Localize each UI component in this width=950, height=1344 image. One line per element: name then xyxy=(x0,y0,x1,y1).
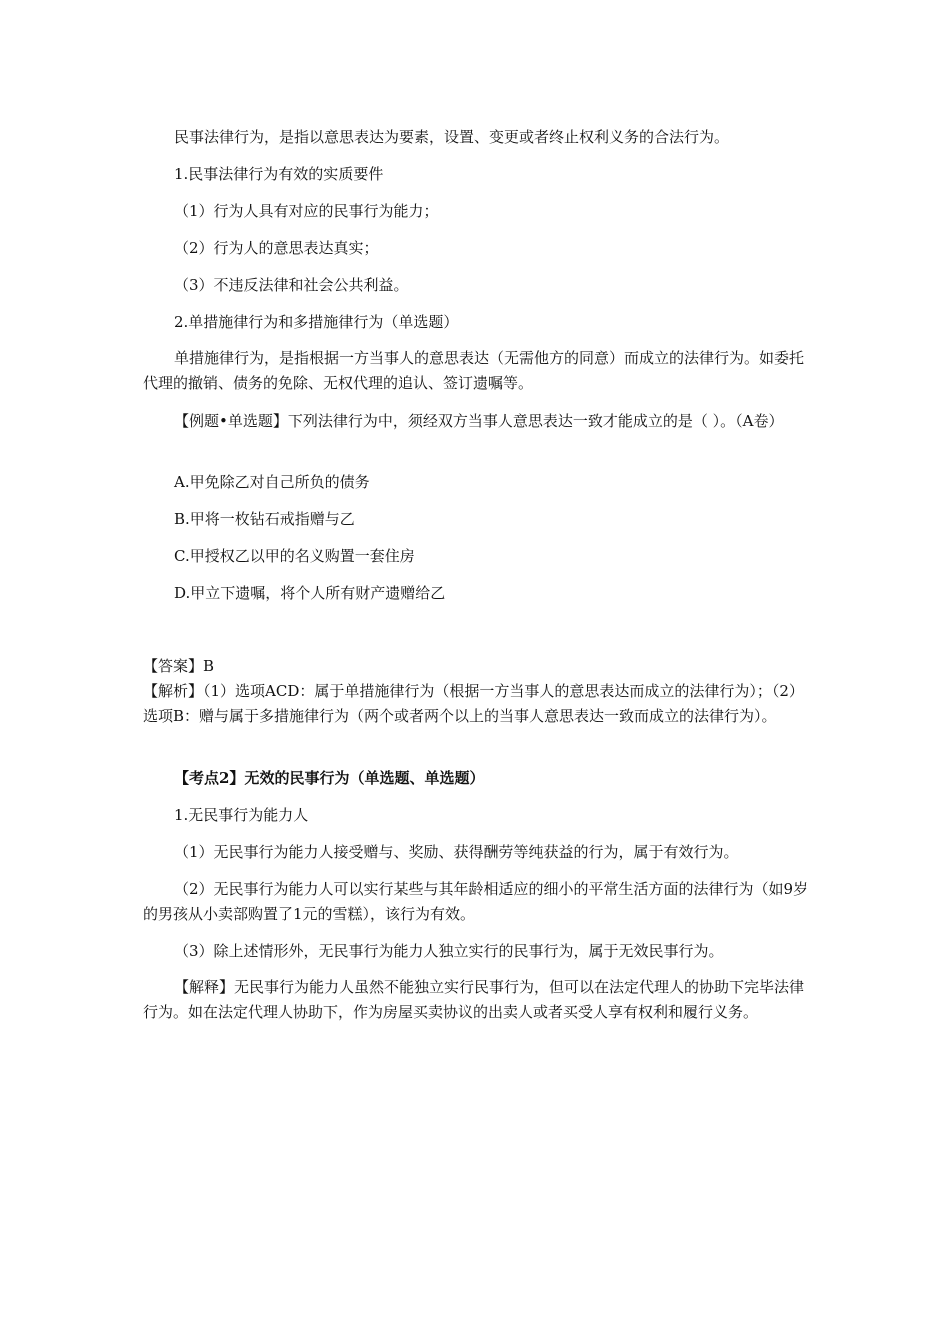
section-1-item-2: （2）行为人的意思表达真实； xyxy=(174,239,379,257)
section-1-heading: 1.民事法律行为有效的实质要件 xyxy=(174,165,384,183)
explanation-paragraph: 【解释】无民事行为能力人虽然不能独立实行民事行为，但可以在法定代理人的协助下完毕法律行为。如在法定代理人协助下，作为房屋买卖协议的出卖人或者买受人享有权利和履行义务。 xyxy=(143,978,805,1021)
option-b: B.甲将一枚钻石戒指赠与乙 xyxy=(174,510,355,528)
option-d: D.甲立下遗嘱，将个人所有财产遗赠给乙 xyxy=(174,584,446,602)
section-2-heading: 2.单措施律行为和多措施律行为（单选题） xyxy=(174,313,459,331)
key-point-2-item-1: （1）无民事行为能力人接受赠与、奖励、获得酬劳等纯获益的行为，属于有效行为。 xyxy=(174,843,739,861)
option-c: C.甲授权乙以甲的名义购置一套住房 xyxy=(174,547,415,565)
intro-paragraph: 民事法律行为，是指以意思表达为要素，设置、变更或者终止权利义务的合法行为。 xyxy=(174,128,730,146)
section-2-paragraph: 单措施律行为，是指根据一方当事人的意思表达（无需他方的同意）而成立的法律行为。如委托代理的撤销、债务的免除、无权代理的追认、签订遗嘱等。 xyxy=(143,349,805,392)
analysis-paragraph: 【解析】（1）选项ACD：属于单措施律行为（根据一方当事人的意思表达而成立的法律行为）；（2）选项B：赠与属于多措施律行为（两个或者两个以上的当事人意思表达一致而成立的法律行为）。 xyxy=(143,682,804,725)
key-point-2-item-3: （3）除上述情形外，无民事行为能力人独立实行的民事行为，属于无效民事行为。 xyxy=(174,942,724,960)
section-1-item-3: （3）不违反法律和社会公共利益。 xyxy=(174,276,409,294)
key-point-2-heading: 【考点2】无效的民事行为（单选题、单选题） xyxy=(174,769,485,787)
section-1-item-1: （1）行为人具有对应的民事行为能力； xyxy=(174,202,439,220)
key-point-2-subheading: 1.无民事行为能力人 xyxy=(174,806,309,824)
example-question: 【例题•单选题】下列法律行为中，须经双方当事人意思表达一致才能成立的是（ ）。（A卷） xyxy=(174,412,784,430)
option-a: A.甲免除乙对自己所负的债务 xyxy=(174,473,370,491)
answer-line: 【答案】B xyxy=(143,657,215,675)
key-point-2-item-2: （2）无民事行为能力人可以实行某些与其年龄相适应的细小的平常生活方面的法律行为（如9岁的男孩从小卖部购置了1元的雪糕），该行为有效。 xyxy=(143,880,809,923)
